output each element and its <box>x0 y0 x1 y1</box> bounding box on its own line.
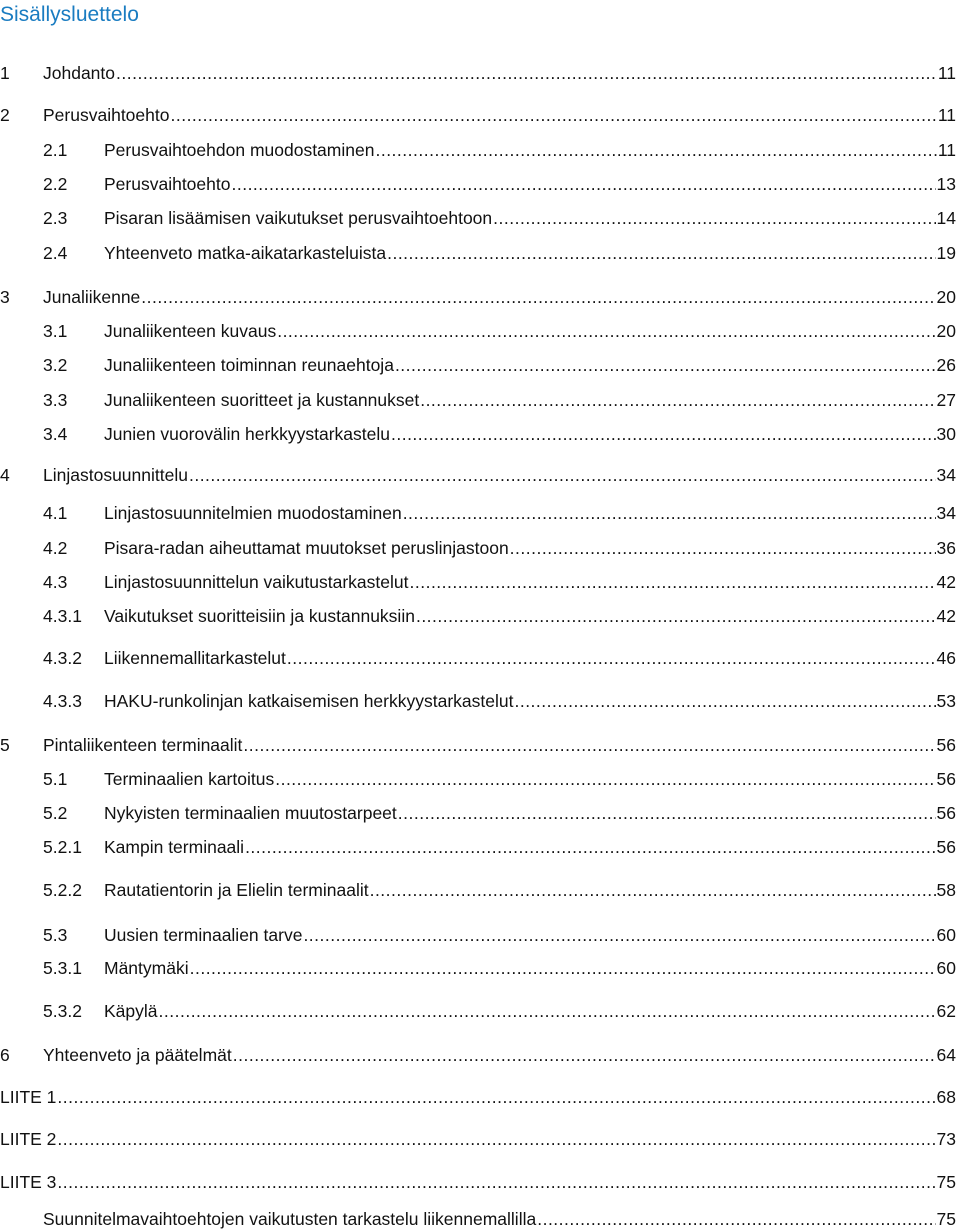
toc-label: Kampin terminaali <box>104 837 245 857</box>
toc-page: 56 <box>936 735 956 755</box>
toc-number: 3.2 <box>43 355 68 375</box>
toc-page: 20 <box>936 287 956 307</box>
toc-label: Junaliikenteen toiminnan reunaehtoja <box>104 355 394 375</box>
toc-entry-5-2-1[interactable] <box>0 836 956 858</box>
toc-page: 11 <box>937 63 956 83</box>
toc-page: 60 <box>936 958 956 978</box>
dot-leader <box>57 1171 935 1193</box>
toc-label: Linjastosuunnittelu <box>43 465 188 485</box>
dot-leader <box>277 320 935 342</box>
toc-label: LIITE 1 <box>0 1087 57 1107</box>
dot-leader <box>387 242 935 264</box>
toc-entry-2-4[interactable] <box>0 242 956 264</box>
toc-entry-2[interactable] <box>0 104 956 126</box>
toc-label: Nykyisten terminaalien muutostarpeet <box>104 803 397 823</box>
toc-entry-2-1[interactable] <box>0 139 956 161</box>
toc-page: 13 <box>936 174 956 194</box>
toc-label: Linjastosuunnittelun vaikutustarkastelut <box>104 572 409 592</box>
toc-page: 56 <box>936 769 956 789</box>
dot-leader <box>233 1044 936 1066</box>
toc-entry-5-2-2[interactable] <box>0 879 956 901</box>
toc-number: 4.3.1 <box>43 606 82 626</box>
toc-number: 3.4 <box>43 424 68 444</box>
toc-number: 5.1 <box>43 769 68 789</box>
toc-label: Terminaalien kartoitus <box>104 769 275 789</box>
toc-number: 5.3.1 <box>43 958 82 978</box>
toc-number: 4.3 <box>43 572 68 592</box>
toc-label: Junaliikenteen suoritteet ja kustannukset <box>104 390 420 410</box>
toc-entry-5-3[interactable] <box>0 924 956 946</box>
toc-number: 5.2.1 <box>43 837 82 857</box>
toc-page: 75 <box>936 1172 956 1192</box>
toc-label: Junien vuorovälin herkkyystarkastelu <box>104 424 390 444</box>
toc-page: 34 <box>936 465 956 485</box>
toc-page: 73 <box>936 1129 956 1149</box>
toc-page: 30 <box>936 424 956 444</box>
toc-entry-4-3[interactable] <box>0 571 956 593</box>
toc-label: Pisara-radan aiheuttamat muutokset peruslinjastoon <box>104 538 509 558</box>
dot-leader <box>190 957 936 979</box>
dot-leader <box>398 802 936 824</box>
toc-label: Uusien terminaalien tarve <box>104 925 303 945</box>
toc-entry-4-2[interactable] <box>0 537 956 559</box>
toc-label: Pintaliikenteen terminaalit <box>43 735 243 755</box>
toc-page: 11 <box>937 105 956 125</box>
dot-leader <box>245 836 935 858</box>
toc-label: Junaliikenteen kuvaus <box>104 321 277 341</box>
dot-leader <box>493 207 935 229</box>
toc-page: 75 <box>936 1209 956 1229</box>
toc-entry-3[interactable] <box>0 286 956 308</box>
dot-leader <box>403 502 936 524</box>
toc-entry-3-1[interactable] <box>0 320 956 342</box>
dot-leader <box>159 1000 936 1022</box>
toc-number: 5.2 <box>43 803 68 823</box>
toc-page: 58 <box>936 880 956 900</box>
dot-leader <box>416 605 936 627</box>
dot-leader <box>391 423 936 445</box>
dot-leader <box>243 734 935 756</box>
toc-label: Rautatientorin ja Elielin terminaalit <box>104 880 369 900</box>
toc-number: 2 <box>0 105 10 125</box>
toc-page: 34 <box>936 503 956 523</box>
toc-entry-4-3-3[interactable] <box>0 690 956 712</box>
toc-page: 60 <box>936 925 956 945</box>
toc-page: 36 <box>936 538 956 558</box>
toc-page: 42 <box>936 606 956 626</box>
toc-page: 26 <box>936 355 956 375</box>
toc-page: 56 <box>936 803 956 823</box>
toc-number: 5 <box>0 735 10 755</box>
toc-entry-3-2[interactable] <box>0 354 956 376</box>
toc-number: 3 <box>0 287 10 307</box>
toc-number: 1 <box>0 63 10 83</box>
dot-leader <box>189 464 936 486</box>
toc-page: 56 <box>936 837 956 857</box>
toc-number: 5.2.2 <box>43 880 82 900</box>
toc-page: 53 <box>936 691 956 711</box>
toc-label: LIITE 2 <box>0 1129 57 1149</box>
toc-entry-3-4[interactable] <box>0 423 956 445</box>
toc-label: Johdanto <box>43 63 116 83</box>
toc-entry-5-1[interactable] <box>0 768 956 790</box>
toc-page: 27 <box>936 390 956 410</box>
toc-entry-1[interactable] <box>0 62 956 84</box>
toc-number: 2.4 <box>43 243 68 263</box>
toc-entry-5-3-2[interactable] <box>0 1000 956 1022</box>
dot-leader <box>537 1208 935 1230</box>
toc-title: Sisällysluettelo <box>0 3 139 26</box>
dot-leader <box>510 537 936 559</box>
toc-entry-3-3[interactable] <box>0 389 956 411</box>
toc-page: 62 <box>936 1001 956 1021</box>
toc-number: 2.1 <box>43 140 68 160</box>
toc-number: 4.3.3 <box>43 691 82 711</box>
dot-leader <box>410 571 936 593</box>
toc-entry-4-1[interactable] <box>0 502 956 524</box>
toc-number: 4 <box>0 465 10 485</box>
toc-page: 68 <box>936 1087 956 1107</box>
toc-page: 11 <box>937 140 956 160</box>
toc-number: 4.1 <box>43 503 68 523</box>
toc-page: 20 <box>936 321 956 341</box>
toc-label: Linjastosuunnitelmien muodostaminen <box>104 503 402 523</box>
toc-number: 4.2 <box>43 538 68 558</box>
toc-label: Liikennemallitarkastelut <box>104 648 286 668</box>
dot-leader <box>395 354 936 376</box>
dot-leader <box>57 1086 935 1108</box>
toc-number: 4.3.2 <box>43 648 82 668</box>
toc-label: Yhteenveto matka-aikatarkasteluista <box>104 243 387 263</box>
toc-entry-liite-3-sub[interactable] <box>0 1208 956 1230</box>
toc-entry-4[interactable] <box>0 464 956 486</box>
dot-leader <box>275 768 935 790</box>
toc-number: 5.3 <box>43 925 68 945</box>
toc-number: 2.2 <box>43 174 68 194</box>
toc-label: Perusvaihtoehto <box>104 174 231 194</box>
dot-leader <box>420 389 935 411</box>
toc-label: Yhteenveto ja päätelmät <box>43 1045 232 1065</box>
toc-page: 14 <box>936 208 956 228</box>
toc-page: 46 <box>936 648 956 668</box>
toc-number: 3.3 <box>43 390 68 410</box>
dot-leader <box>514 690 935 712</box>
toc-label: Perusvaihtoehto <box>43 105 170 125</box>
dot-leader <box>370 879 936 901</box>
toc-entry-4-3-1[interactable] <box>0 605 956 627</box>
toc-label: Käpylä <box>104 1001 158 1021</box>
toc-entry-5-3-1[interactable] <box>0 957 956 979</box>
toc-label: LIITE 3 <box>0 1172 57 1192</box>
toc-label: HAKU-runkolinjan katkaisemisen herkkyystarkastelut <box>104 691 514 711</box>
toc-number: 2.3 <box>43 208 68 228</box>
toc-entry-6[interactable] <box>0 1044 956 1066</box>
toc-label: Pisaran lisäämisen vaikutukset perusvaihtoehtoon <box>104 208 493 228</box>
toc-entry-4-3-2[interactable] <box>0 647 956 669</box>
toc-label: Mäntymäki <box>104 958 189 978</box>
dot-leader <box>170 104 936 126</box>
dot-leader <box>303 924 935 946</box>
toc-entry-5-2[interactable] <box>0 802 956 824</box>
toc-entry-liite-3[interactable] <box>0 1171 956 1193</box>
toc-entry-liite-1[interactable] <box>0 1086 956 1108</box>
toc-label: Suunnitelmavaihtoehtojen vaikutusten tarkastelu liikennemallilla <box>43 1209 537 1229</box>
toc-entry-2-3[interactable] <box>0 207 956 229</box>
toc-page: 19 <box>936 243 956 263</box>
toc-label: Perusvaihtoehdon muodostaminen <box>104 140 375 160</box>
toc-page: 42 <box>936 572 956 592</box>
dot-leader <box>57 1128 935 1150</box>
toc-number: 3.1 <box>43 321 68 341</box>
toc-number: 6 <box>0 1045 10 1065</box>
toc-entry-2-2[interactable] <box>0 173 956 195</box>
toc-page: 64 <box>936 1045 956 1065</box>
toc-number: 5.3.2 <box>43 1001 82 1021</box>
dot-leader <box>287 647 936 669</box>
toc-entry-liite-2[interactable] <box>0 1128 956 1150</box>
toc-entry-5[interactable] <box>0 734 956 756</box>
dot-leader <box>141 286 935 308</box>
toc-label: Junaliikenne <box>43 287 141 307</box>
dot-leader <box>231 173 935 195</box>
dot-leader <box>375 139 936 161</box>
dot-leader <box>116 62 937 84</box>
toc-label: Vaikutukset suoritteisiin ja kustannuksiin <box>104 606 415 626</box>
